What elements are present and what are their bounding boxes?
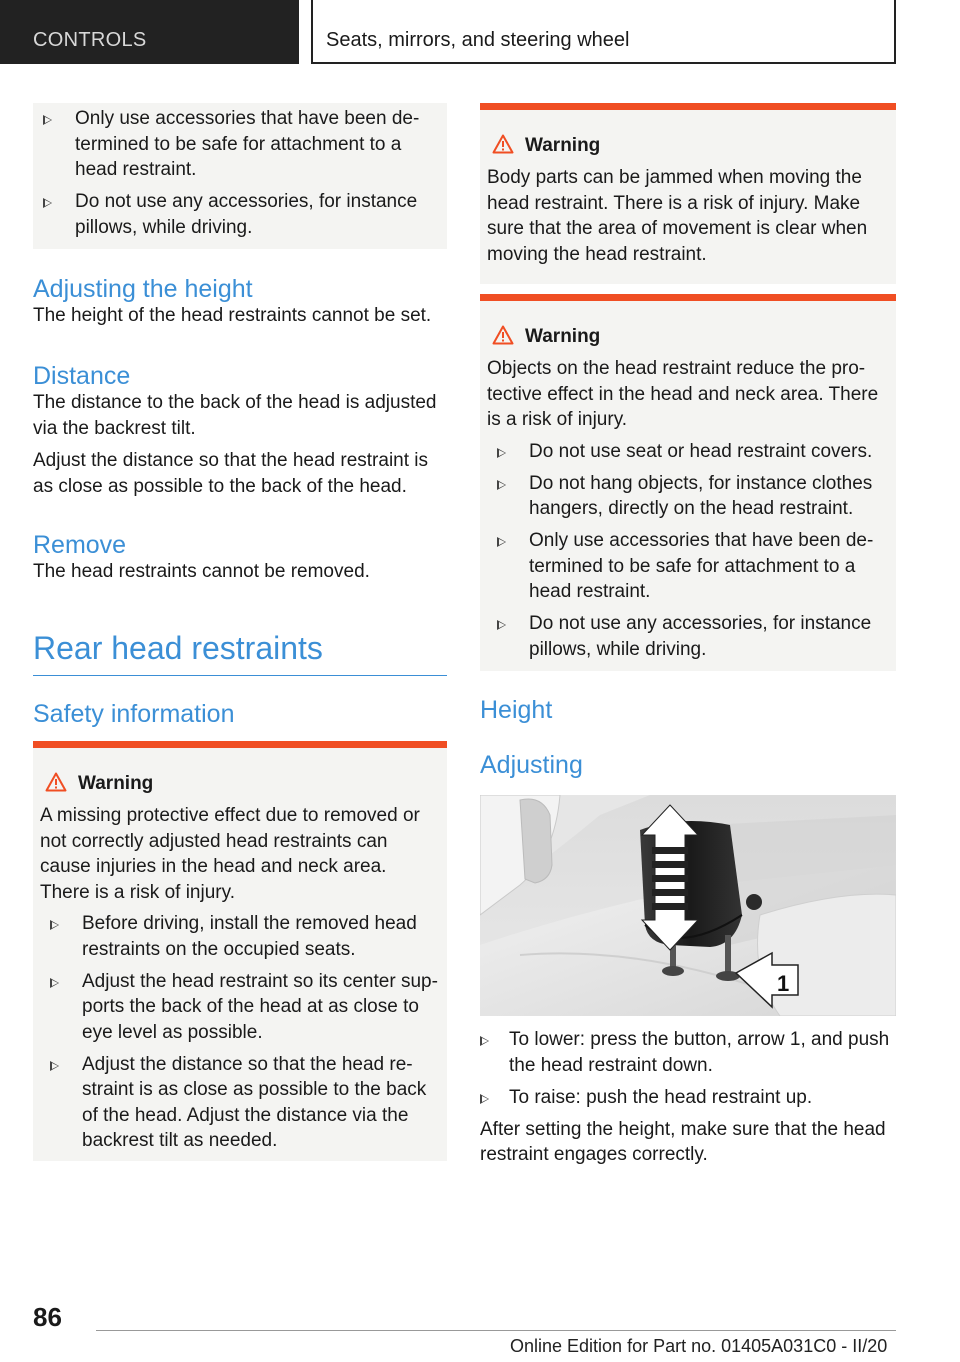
list-item: Adjust the head restraint so its center sup-ports the back of the head at as close to eye level as possible. <box>40 969 439 1046</box>
top-accessories-box <box>33 103 447 249</box>
warning-title: Warning <box>487 324 888 349</box>
bullet-triangle-icon <box>43 115 52 125</box>
warning-list <box>487 439 888 663</box>
bullet-triangle-icon <box>497 480 506 490</box>
warning-text: A missing protective effect due to removed or not correctly adjusted head restraints can cause injuries in the head and neck area. There is a risk of injury. <box>40 805 420 903</box>
top-accessories-list <box>33 106 447 240</box>
list-item: To raise: push the head restraint up. <box>480 1085 896 1111</box>
remove-text: The head restraints cannot be removed. <box>33 561 370 582</box>
distance-text-1: The distance to the back of the head is adjusted via the backrest tilt. <box>33 392 437 439</box>
height-steps-list <box>480 1027 896 1110</box>
page-number: 86 <box>33 1302 62 1332</box>
bullet-triangle-icon <box>497 620 506 630</box>
callout-label: 1 <box>777 971 790 996</box>
bullet-triangle-icon <box>50 978 59 988</box>
list-item: Adjust the distance so that the head re-straint is as close as possible to the back of the head. Adjust the distance via the backrest tilt as needed. <box>40 1052 439 1154</box>
warning-triangle-icon <box>492 134 514 154</box>
header-chapter-tab <box>311 0 896 64</box>
warning-triangle-icon <box>45 772 67 792</box>
head-restraint-drawing <box>480 795 896 1016</box>
list-item: Only use accessories that have been de-termined to be safe for attachment to a head restraint. <box>33 106 447 183</box>
list-item: Do not use seat or head restraint covers. <box>487 439 888 465</box>
list-item: Do not use any accessories, for instance pillows, while driving. <box>33 189 447 240</box>
list-item: Do not hang objects, for instance clothes hangers, directly on the head restraint. <box>487 471 888 522</box>
warning-title: Warning <box>40 771 439 796</box>
distance-heading: Distance <box>33 362 131 390</box>
after-setting-text: After setting the height, make sure that the head restraint engages correctly. <box>480 1118 886 1165</box>
warning-title: Warning <box>487 133 888 158</box>
adjusting-height-text: The height of the head restraints cannot be set. <box>33 305 432 326</box>
rear-head-restraints-title-block <box>33 630 447 676</box>
list-item: Only use accessories that have been de-termined to be safe for attachment to a head restraint. <box>487 528 888 605</box>
bullet-triangle-icon <box>50 1061 59 1071</box>
remove-heading: Remove <box>33 531 127 559</box>
right-warning-box-1 <box>480 103 896 284</box>
head-restraint-illustration <box>480 795 896 1016</box>
adjusting-heading: Adjusting <box>480 751 583 779</box>
list-item: Do not use any accessories, for instance pillows, while driving. <box>487 611 888 662</box>
bullet-triangle-icon <box>497 537 506 547</box>
bullet-triangle-icon <box>497 448 506 458</box>
adjusting-height-heading: Adjusting the height <box>33 275 253 303</box>
bullet-triangle-icon <box>480 1036 489 1046</box>
footer-edition: Online Edition for Part no. 01405A031C0 - II/20 <box>510 1336 888 1356</box>
warning-list <box>40 911 439 1154</box>
height-heading: Height <box>480 696 553 724</box>
warning-triangle-icon <box>492 325 514 345</box>
footer-rule <box>96 1330 896 1331</box>
distance-text-2: Adjust the distance so that the head restraint is as close as possible to the back of the head. <box>33 450 429 497</box>
header-chapter-label: Seats, mirrors, and steering wheel <box>326 29 630 51</box>
list-item: To lower: press the button, arrow 1, and push the head restraint down. <box>480 1027 896 1078</box>
rear-head-restraints-heading: Rear head restraints <box>33 630 323 666</box>
right-warning-box-2 <box>480 294 896 671</box>
header-section-tab <box>0 0 299 64</box>
list-item: Before driving, install the removed head restraints on the occupied seats. <box>40 911 439 962</box>
warning-text: Body parts can be jammed when moving the head restraint. There is a risk of injury. Make sure that the area of movement is clear when moving the head restraint. <box>487 167 868 265</box>
left-warning-box <box>33 741 447 1161</box>
bullet-triangle-icon <box>43 198 52 208</box>
header-section-label: CONTROLS <box>33 29 147 51</box>
bullet-triangle-icon <box>480 1094 489 1104</box>
bullet-triangle-icon <box>50 920 59 930</box>
warning-text: Objects on the head restraint reduce the pro-tective effect in the head and neck area. There is a risk of injury. <box>487 358 879 430</box>
safety-information-heading: Safety information <box>33 700 235 728</box>
